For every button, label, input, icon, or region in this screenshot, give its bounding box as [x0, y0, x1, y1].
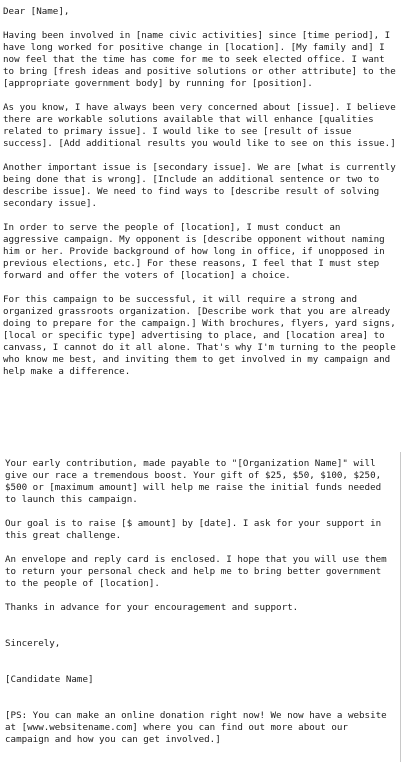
postscript: [PS: You can make an online donation right now! We now have a website at [www.websitename.com] where you can find out more about our campaign and how you can get involved.]: [5, 710, 393, 745]
signature: [Candidate Name]: [5, 674, 94, 685]
paragraph-secondary-issue: Another important issue is [secondary issue]. We are [what is currently being done that is wrong]. [Include an additional sentence or two to describe issue]. We need to find ways to [describe result of solving secondary issue].: [3, 162, 401, 209]
paragraph-intro: Having been involved in [name civic activities] since [time period], I have long worked for positive change in [location]. [My family and] I now feel that the time has come for me to seek elected office. I want to bring [fresh ideas and positive solutions or other attribute] to the [appropriate government body] by running for [position].: [3, 30, 401, 89]
pane-divider: [0, 443, 401, 452]
paragraph-envelope: An envelope and reply card is enclosed. I hope that you will use them to return your personal check and help me to bring better government to the people of [location].: [5, 554, 393, 589]
paragraph-primary-issue: As you know, I have always been very concerned about [issue]. I believe there are workable solutions available that will enhance [qualities related to primary issue]. I would like to see [result of issue success]. [Add additional results you would like to see on this issue.]: [3, 102, 401, 149]
salutation: Dear [Name],: [3, 6, 70, 17]
closing: Sincerely,: [5, 638, 61, 649]
paragraph-goal: Our goal is to raise [$ amount] by [date]. I ask for your support in this great challenge.: [5, 518, 387, 541]
paragraph-contribution: Your early contribution, made payable to "[Organization Name]" will give our race a tremendous boost. Your gift of $25, $50, $100, $250, $500 or [maximum amount] will help me raise the initial funds needed to launch this campaign.: [5, 458, 387, 505]
letter-lower-pane: [0, 452, 401, 762]
paragraph-thanks: Thanks in advance for your encouragement and support.: [5, 602, 299, 613]
paragraph-opponent: In order to serve the people of [location], I must conduct an aggressive campaign. My opponent is [describe opponent without naming him or her. Provide background of how long in office, if unopposed in previous elections, etc.] For these reasons, I feel that I must step forward and offer the voters of [location] a choice.: [3, 222, 391, 281]
paragraph-grassroots: For this campaign to be successful, it will require a strong and organized grassroots organization. [Describe work that you are already doing to prepare for the campaign.] With brochures, flyers, yard signs, [local or specific type] advertising to place, and [location area] to canvass, I cannot do it all alone. That's why I'm turning to the people who know me best, and inviting them to get involved in my campaign and help make a difference.: [3, 294, 401, 377]
